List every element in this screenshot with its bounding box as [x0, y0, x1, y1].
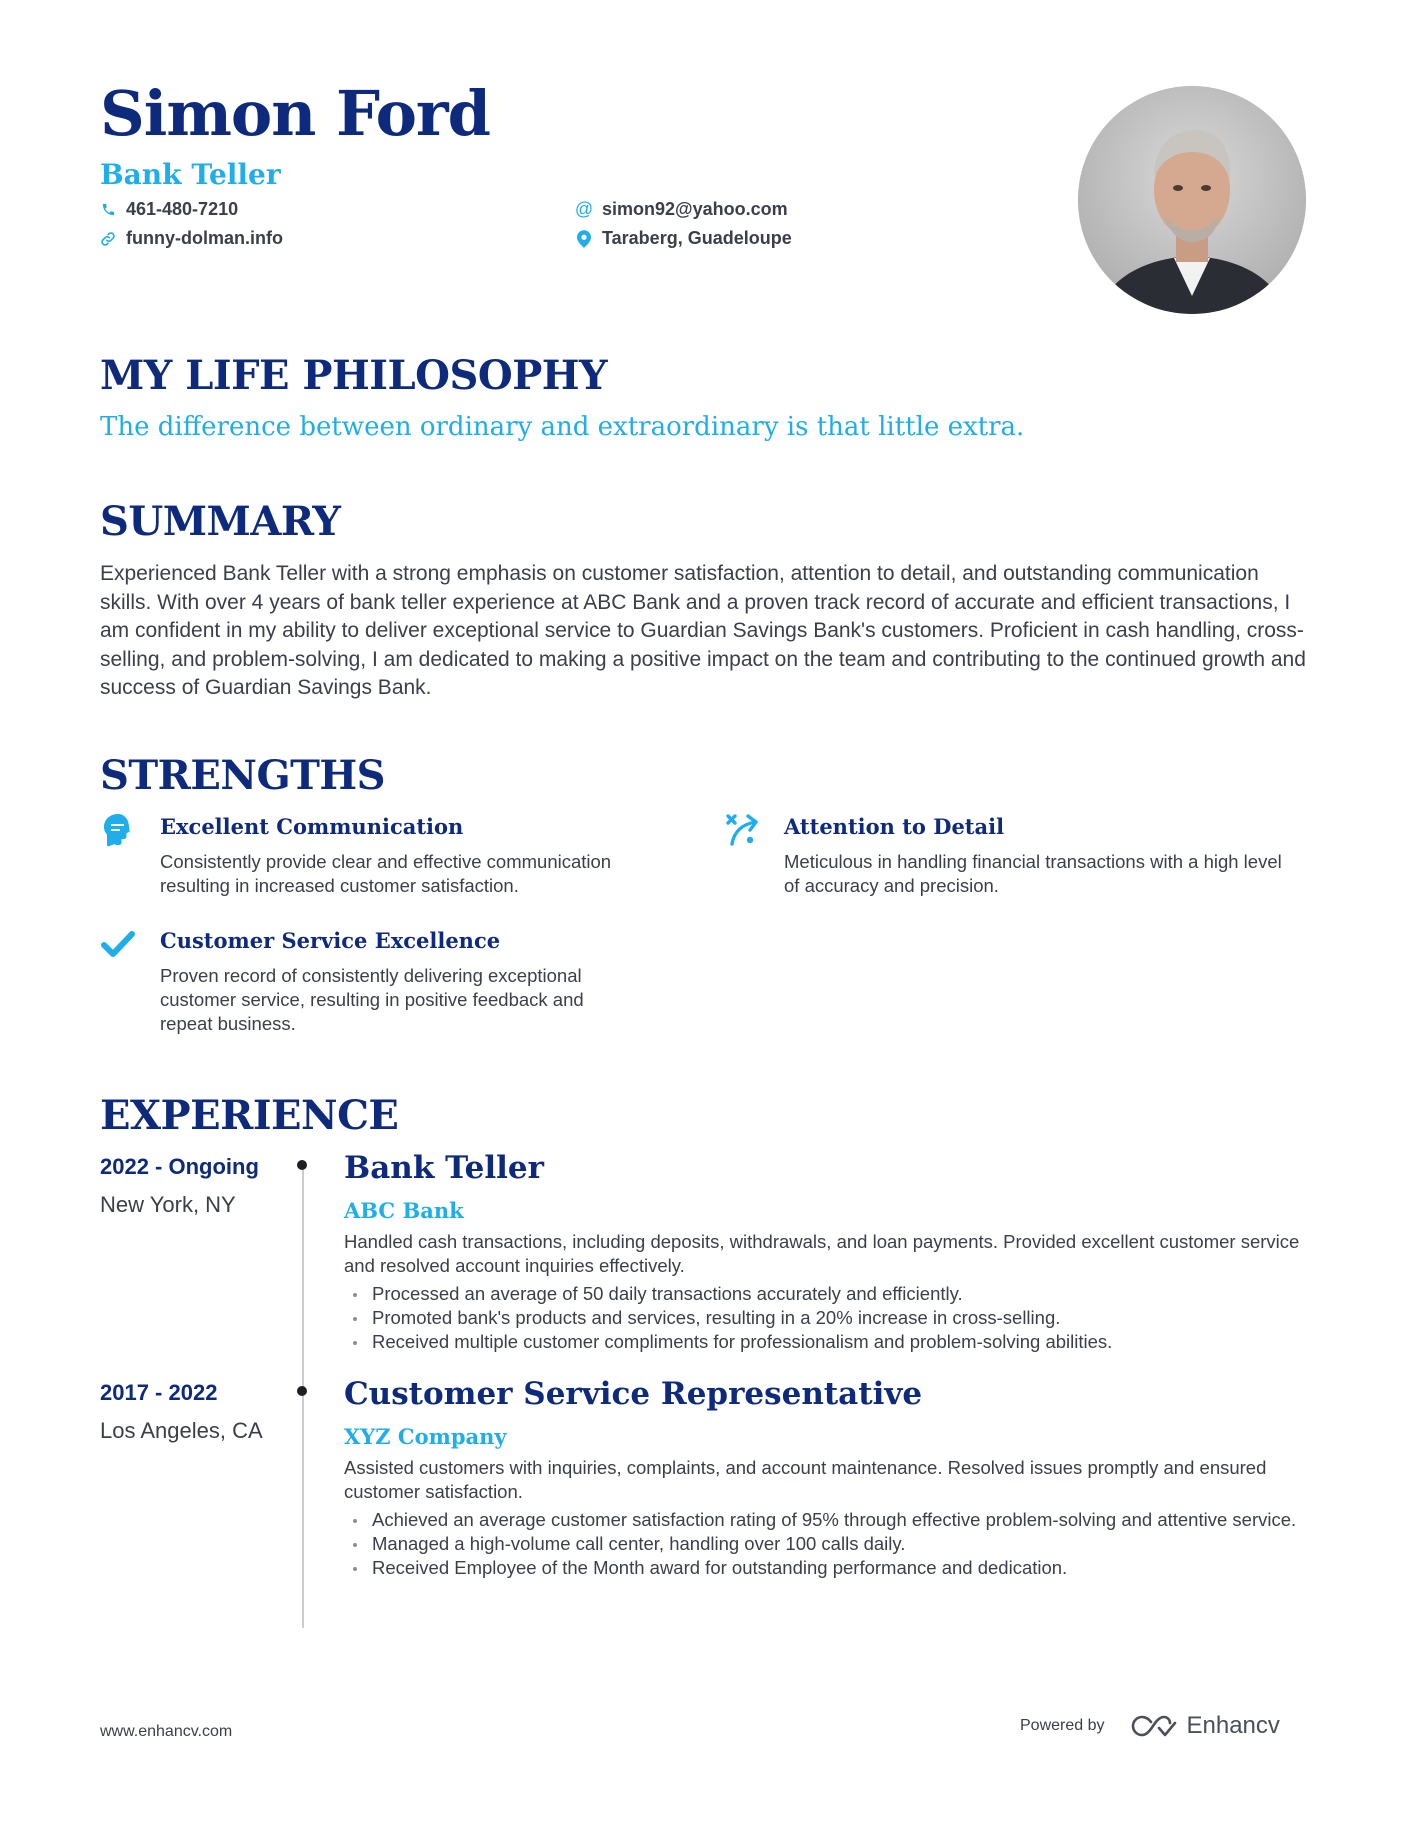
powered-by-label: Powered by [1020, 1717, 1105, 1734]
experience-location: Los Angeles, CA [100, 1418, 263, 1443]
experience-position: Customer Service Representative [344, 1376, 923, 1412]
list-item: Managed a high-volume call center, handling over 100 calls daily. [344, 1532, 1304, 1556]
enhancv-logo[interactable] [1131, 1712, 1280, 1740]
experience-description: Handled cash transactions, including deposits, withdrawals, and loan payments. Provided excellent customer service and resolved account inquiries effectively. [344, 1231, 1300, 1276]
experience-bullets [344, 1282, 1304, 1354]
experience-company: ABC Bank [344, 1198, 464, 1223]
strength-title: Customer Service Excellence [160, 928, 501, 953]
contact-website[interactable] [100, 228, 283, 249]
contact-location [576, 228, 792, 249]
experience-dates: 2022 - Ongoing [100, 1154, 259, 1179]
experience-dates: 2017 - 2022 [100, 1380, 218, 1405]
brand-name: Enhancv [1186, 1712, 1280, 1739]
profile-photo [1078, 86, 1306, 314]
list-item: Processed an average of 50 daily transactions accurately and efficiently. [344, 1282, 1304, 1306]
timeline-line [302, 1166, 304, 1628]
footer-branding [1020, 1712, 1280, 1740]
list-item: Received Employee of the Month award for outstanding performance and dedication. [344, 1556, 1304, 1580]
phone-text: 461-480-7210 [126, 199, 239, 219]
philosophy-quote: The difference between ordinary and extraordinary is that little extra. [100, 412, 1025, 442]
strength-description: Meticulous in handling financial transactions with a high level of accuracy and precision. [784, 851, 1282, 896]
experience-position: Bank Teller [344, 1150, 544, 1186]
list-item: Achieved an average customer satisfaction rating of 95% through effective problem-solving and attentive service. [344, 1508, 1304, 1532]
candidate-name: Simon Ford [100, 77, 490, 150]
summary-text: Experienced Bank Teller with a strong emphasis on customer satisfaction, attention to detail, and outstanding communication skills. With over 4 years of bank teller experience at ABC Bank and a proven track record of accurate and efficient transactions, I am confident in my ability to deliver exceptional service to Guardian Savings Bank's customers. Proficient in cash handling, cross-selling, and problem-solving, I am dedicated to making a positive impact on the team and contributing to the continued growth and success of Guardian Savings Bank. [100, 562, 1306, 699]
at-icon: @ [574, 199, 594, 219]
infinity-logo-icon [1131, 1714, 1177, 1738]
footer-website[interactable]: www.enhancv.com [100, 1723, 233, 1740]
link-icon [100, 231, 116, 247]
location-pin-icon [576, 230, 592, 248]
location-text: Taraberg, Guadeloupe [602, 228, 792, 248]
phone-icon [100, 202, 116, 217]
experience-description: Assisted customers with inquiries, complaints, and account maintenance. Resolved issues promptly and ensured customer satisfaction. [344, 1457, 1267, 1502]
experience-heading: EXPERIENCE [100, 1092, 399, 1139]
checkmark-icon [100, 926, 136, 962]
contact-email[interactable] [576, 199, 788, 220]
experience-location: New York, NY [100, 1192, 236, 1217]
strength-description: Proven record of consistently delivering exceptional customer service, resulting in positive feedback and repeat business. [160, 965, 584, 1034]
summary-heading: SUMMARY [100, 498, 341, 545]
experience-bullets [344, 1508, 1304, 1580]
strength-title: Attention to Detail [784, 814, 1005, 839]
email-link[interactable]: simon92@yahoo.com [602, 199, 788, 219]
strength-description: Consistently provide clear and effective communication resulting in increased customer satisfaction. [160, 851, 612, 896]
timeline-dot [297, 1160, 307, 1170]
list-item: Received multiple customer compliments for professionalism and problem-solving abilities. [344, 1330, 1304, 1354]
contact-phone [100, 199, 238, 220]
strategy-arrow-icon [724, 812, 760, 848]
website-link[interactable]: funny-dolman.info [126, 228, 283, 248]
experience-company: XYZ Company [344, 1424, 507, 1449]
strengths-heading: STRENGTHS [100, 752, 386, 799]
philosophy-heading: MY LIFE PHILOSOPHY [100, 352, 608, 399]
head-speech-icon [100, 812, 136, 848]
list-item: Promoted bank's products and services, resulting in a 20% increase in cross-selling. [344, 1306, 1304, 1330]
strength-title: Excellent Communication [160, 814, 464, 839]
candidate-role: Bank Teller [100, 158, 281, 191]
timeline-dot [297, 1386, 307, 1396]
